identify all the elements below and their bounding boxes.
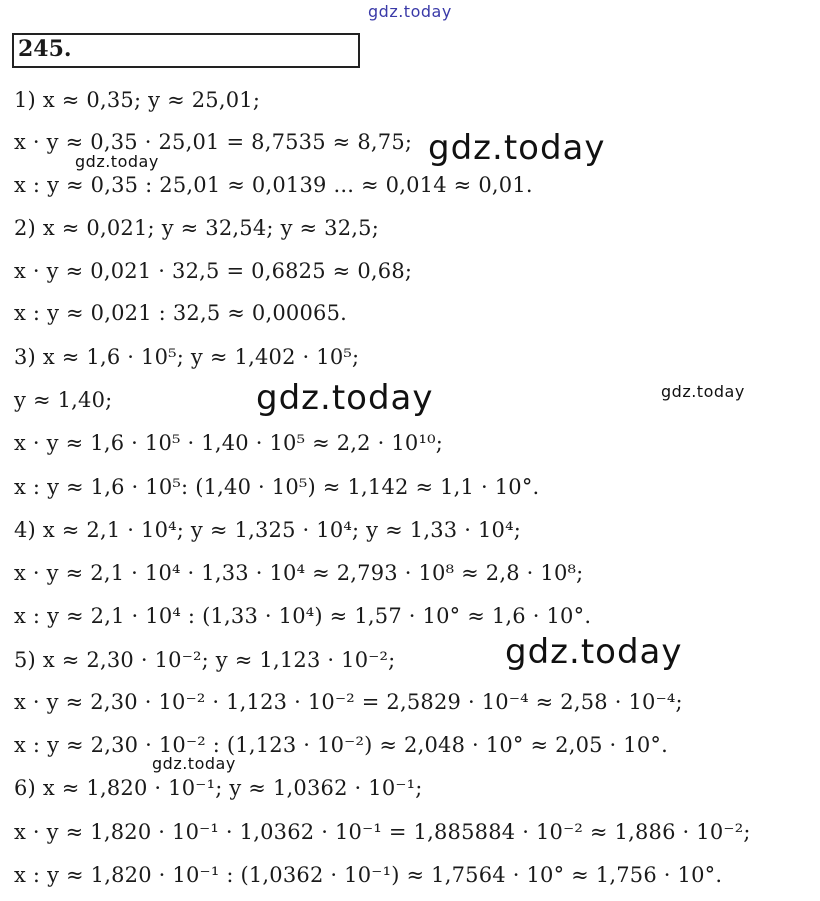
- watermark-small: gdz.today: [152, 754, 236, 773]
- solution-line-18: x · y ≈ 1,820 · 10⁻¹ · 1,0362 · 10⁻¹ = 1,885884 · 10⁻² ≈ 1,886 · 10⁻²;: [14, 820, 751, 844]
- solution-line-3: x : y ≈ 0,35 : 25,01 ≈ 0,0139 ... ≈ 0,014 ≈ 0,01.: [14, 173, 533, 197]
- solution-line-1: 1) x ≈ 0,35; y ≈ 25,01;: [14, 88, 261, 112]
- problem-number: 245.: [18, 36, 72, 62]
- watermark-large: gdz.today: [428, 128, 606, 168]
- watermark-small: gdz.today: [661, 382, 745, 401]
- solution-line-12: x · y ≈ 2,1 · 10⁴ · 1,33 · 10⁴ ≈ 2,793 · 10⁸ ≈ 2,8 · 10⁸;: [14, 561, 584, 585]
- solution-line-15: x · y ≈ 2,30 · 10⁻² · 1,123 · 10⁻² = 2,5829 · 10⁻⁴ ≈ 2,58 · 10⁻⁴;: [14, 690, 683, 714]
- watermark-small: gdz.today: [75, 152, 159, 171]
- solution-line-19: x : y ≈ 1,820 · 10⁻¹ : (1,0362 · 10⁻¹) ≈ 1,7564 · 10° ≈ 1,756 · 10°.: [14, 863, 723, 887]
- solution-line-8: y ≈ 1,40;: [14, 388, 113, 412]
- solution-line-5: x · y ≈ 0,021 · 32,5 = 0,6825 ≈ 0,68;: [14, 259, 413, 283]
- solution-line-14: 5) x ≈ 2,30 · 10⁻²; y ≈ 1,123 · 10⁻²;: [14, 648, 396, 672]
- solution-line-2: x · y ≈ 0,35 · 25,01 = 8,7535 ≈ 8,75;: [14, 130, 413, 154]
- solution-line-9: x · y ≈ 1,6 · 10⁵ · 1,40 · 10⁵ ≈ 2,2 · 10¹⁰;: [14, 431, 443, 455]
- solution-line-11: 4) x ≈ 2,1 · 10⁴; y ≈ 1,325 · 10⁴; y ≈ 1,33 · 10⁴;: [14, 518, 521, 542]
- solution-line-4: 2) x ≈ 0,021; y ≈ 32,54; y ≈ 32,5;: [14, 216, 380, 240]
- watermark-large: gdz.today: [256, 378, 434, 418]
- watermark-top: gdz.today: [368, 2, 452, 21]
- solution-line-7: 3) x ≈ 1,6 · 10⁵; y ≈ 1,402 · 10⁵;: [14, 345, 360, 369]
- solution-line-6: x : y ≈ 0,021 : 32,5 ≈ 0,00065.: [14, 301, 348, 325]
- watermark-large: gdz.today: [505, 632, 683, 672]
- solution-line-16: x : y ≈ 2,30 · 10⁻² : (1,123 · 10⁻²) ≈ 2,048 · 10° ≈ 2,05 · 10°.: [14, 733, 669, 757]
- solution-line-13: x : y ≈ 2,1 · 10⁴ : (1,33 · 10⁴) ≈ 1,57 · 10° ≈ 1,6 · 10°.: [14, 604, 592, 628]
- solution-line-17: 6) x ≈ 1,820 · 10⁻¹; y ≈ 1,0362 · 10⁻¹;: [14, 776, 423, 800]
- solution-line-10: x : y ≈ 1,6 · 10⁵: (1,40 · 10⁵) ≈ 1,142 ≈ 1,1 · 10°.: [14, 475, 540, 499]
